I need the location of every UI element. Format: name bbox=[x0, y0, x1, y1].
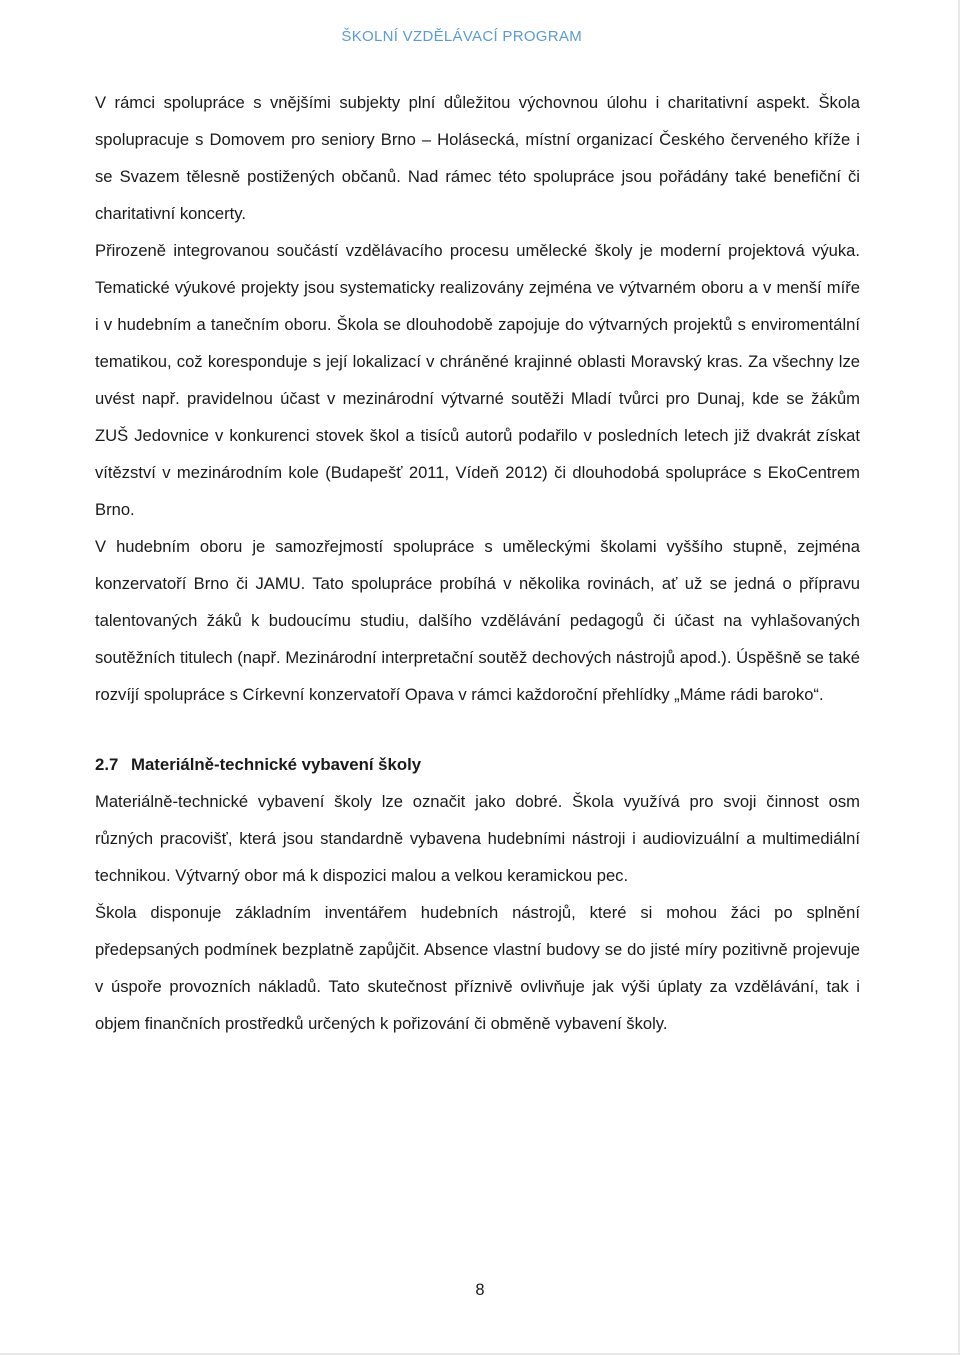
page-header bbox=[0, 28, 958, 45]
paragraph-cooperation: V rámci spolupráce s vnějšími subjekty plní důležitou výchovnou úlohu i charitativní aspekt. Škola spolupracuje s Domovem pro seniory Brno – Holásecká, místní organizací Českého červeného kříže i se Svazem tělesně postižených občanů. Nad rámec této spolupráce jsou pořádány také benefiční či charitativní koncerty. bbox=[95, 93, 860, 223]
page-footer bbox=[0, 1281, 960, 1300]
document-body bbox=[95, 84, 860, 1042]
section-number: 2.7 bbox=[95, 755, 119, 774]
paragraph-music-cooperation: V hudebním oboru je samozřejmostí spolupráce s uměleckými školami vyššího stupně, zejména konzervatoří Brno či JAMU. Tato spolupráce probíhá v několika rovinách, ať už se jedná o přípravu talentovaných žáků k budoucímu studiu, dalšího vzdělávání pedagogů či účast na vyhlašovaných soutěžních titulech (např. Mezinárodní interpretační soutěž dechových nástrojů apod.). Úspěšně se také rozvíjí spolupráce s Církevní konzervatoří Opava v rámci každoroční přehlídky „Máme rádi baroko“. bbox=[95, 537, 860, 704]
page-number: 8 bbox=[475, 1281, 485, 1299]
paragraph-projects: Přirozeně integrovanou součástí vzdělávacího procesu umělecké školy je moderní projektová výuka. Tematické výukové projekty jsou systematicky realizovány zejména ve výtvarném oboru a v menší míře i v hudebním a tanečním oboru. Škola se dlouhodobě zapojuje do výtvarných projektů s enviromentální tematikou, což koresponduje s její lokalizací v chráněné krajinné oblasti Moravský kras. Za všechny lze uvést např. pravidelnou účast v mezinárodní výtvarné soutěži Mladí tvůrci pro Dunaj, kde se žákům ZUŠ Jedovnice v konkurenci stovek škol a tisíců autorů podařilo v posledních letech již dvakrát získat vítězství v mezinárodním kole (Budapešť 2011, Vídeň 2012) či dlouhodobá spolupráce s EkoCentrem Brno. bbox=[95, 241, 860, 519]
paragraph-inventory: Škola disponuje základním inventářem hudebních nástrojů, které si mohou žáci po splnění předepsaných podmínek bezplatně zapůjčit. Absence vlastní budovy se do jisté míry pozitivně projevuje v úspoře provozních nákladů. Tato skutečnost příznivě ovlivňuje jak výši úplaty za vzdělávání, tak i objem finančních prostředků určených k pořizování či obměně vybavení školy. bbox=[95, 903, 860, 1033]
section-heading bbox=[95, 746, 860, 783]
paragraph-equipment: Materiálně-technické vybavení školy lze označit jako dobré. Škola využívá pro svoji činnost osm různých pracovišť, která jsou standardně vybavena hudebními nástroji i audiovizuální a multimediální technikou. Výtvarný obor má k dispozici malou a velkou keramickou pec. bbox=[95, 792, 860, 885]
header-title: ŠKOLNÍ VZDĚLÁVACÍ PROGRAM bbox=[341, 28, 582, 45]
section-title: Materiálně-technické vybavení školy bbox=[131, 755, 422, 774]
